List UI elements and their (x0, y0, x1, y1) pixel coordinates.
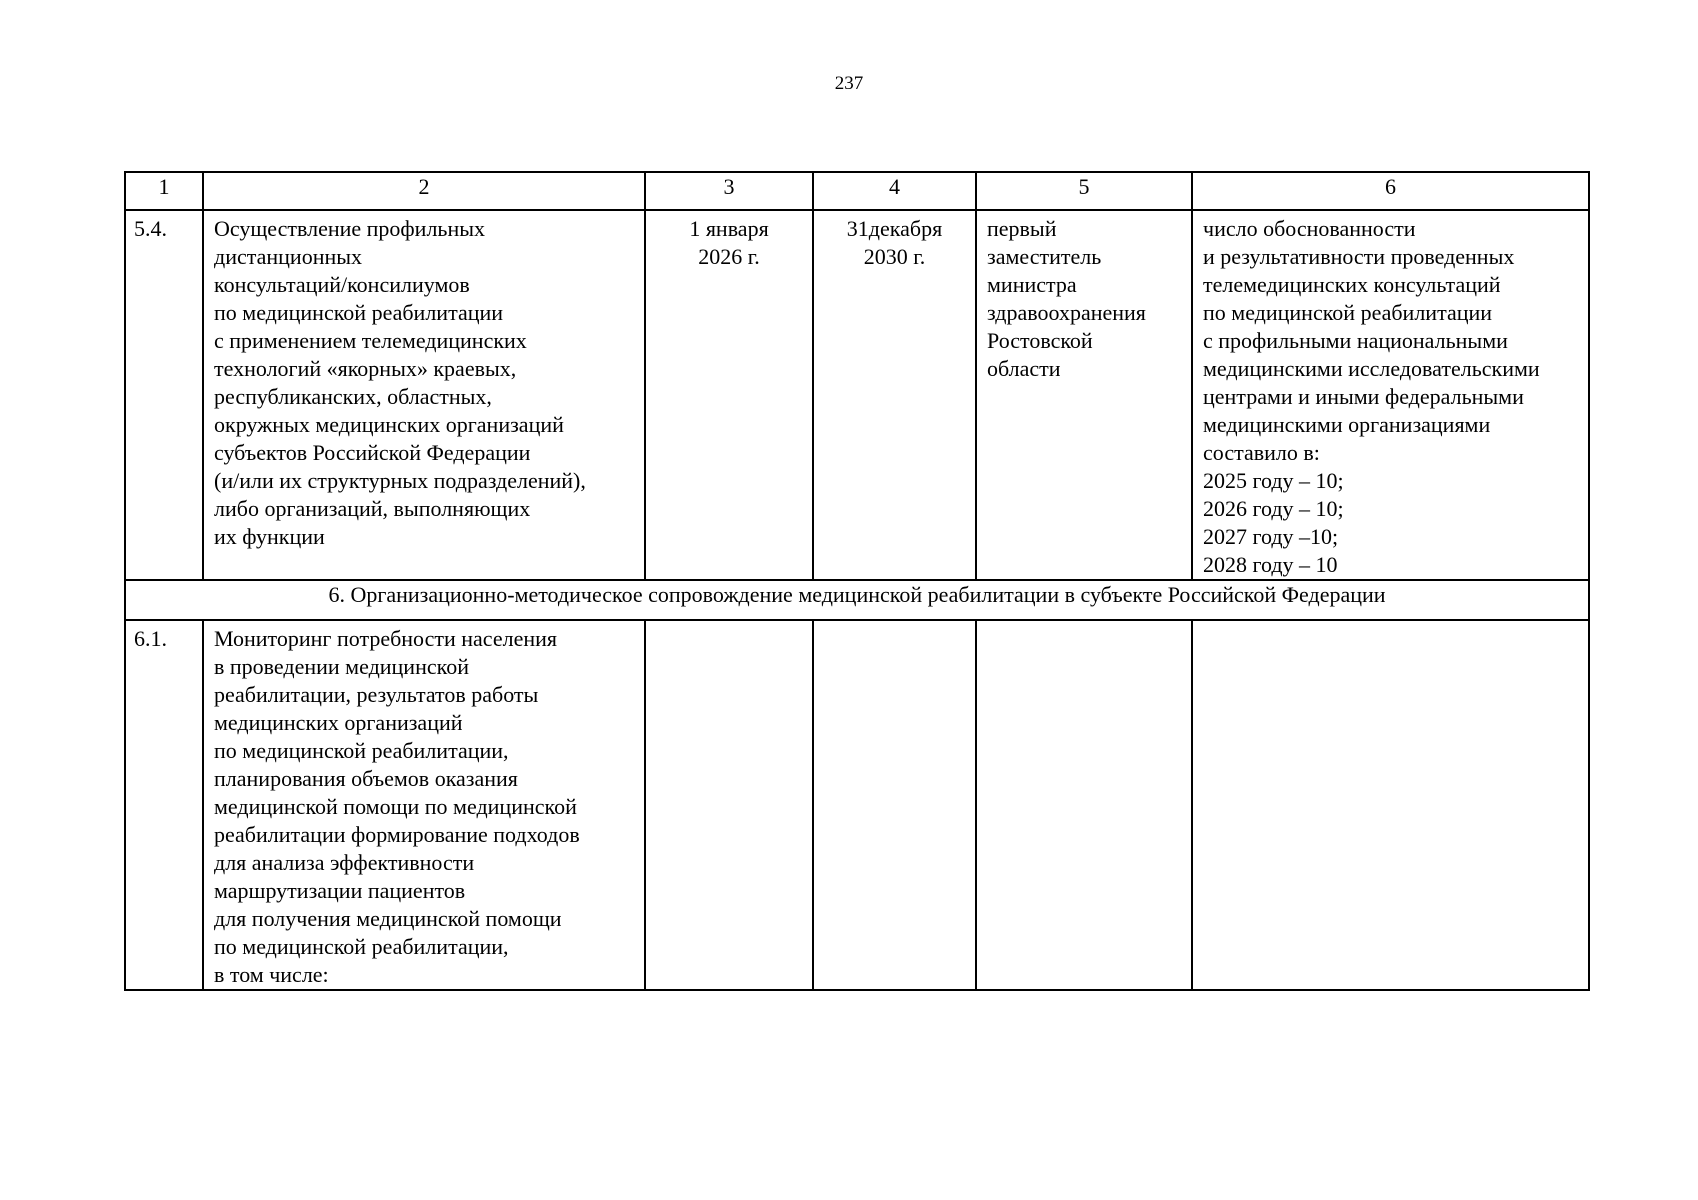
section-heading-row (125, 580, 1589, 620)
end-date (813, 620, 976, 990)
header-cell-2: 2 (203, 172, 645, 210)
row-number: 5.4. (125, 210, 203, 580)
row-number: 6.1. (125, 620, 203, 990)
activity-description: Осуществление профильных дистанционных консультаций/консилиумов по медицинской реабилитации с применением телемедицинских технологий «якорных» краевых, республиканских, областных, окружных медицинских организаций субъектов Российской Федерации (и/или их структурных подразделений), либо организаций, выполняющих их функции (203, 210, 645, 580)
header-cell-1: 1 (125, 172, 203, 210)
page-number: 237 (834, 73, 864, 94)
header-cell-5: 5 (976, 172, 1192, 210)
start-date (645, 620, 813, 990)
table-header-row (125, 172, 1589, 210)
end-date: 31декабря 2030 г. (813, 210, 976, 580)
section-heading: 6. Организационно-методическое сопровождение медицинской реабилитации в субъекте Российской Федерации (125, 580, 1589, 620)
activity-description: Мониторинг потребности населения в проведении медицинской реабилитации, результатов работы медицинских организаций по медицинской реабилитации, планирования объемов оказания медицинской помощи по медицинской реабилитации формирование подходов для анализа эффективности маршрутизации пациентов для получения медицинской помощи по медицинской реабилитации, в том числе: (203, 620, 645, 990)
header-cell-6: 6 (1192, 172, 1589, 210)
responsible-person (976, 620, 1192, 990)
table-row (125, 210, 1589, 580)
header-cell-3: 3 (645, 172, 813, 210)
table-row (125, 620, 1589, 990)
plan-table (124, 171, 1590, 991)
responsible-person: первый заместитель министра здравоохранения Ростовской области (976, 210, 1192, 580)
start-date: 1 января 2026 г. (645, 210, 813, 580)
expected-result (1192, 620, 1589, 990)
header-cell-4: 4 (813, 172, 976, 210)
expected-result: число обоснованности и результативности проведенных телемедицинских консультаций по медицинской реабилитации с профильными национальными медицинскими исследовательскими центрами и иными федеральными медицинскими организациями составило в: 2025 году – 10; 2026 году – 10; 2027 году –10; 2028 году – 10 (1192, 210, 1589, 580)
